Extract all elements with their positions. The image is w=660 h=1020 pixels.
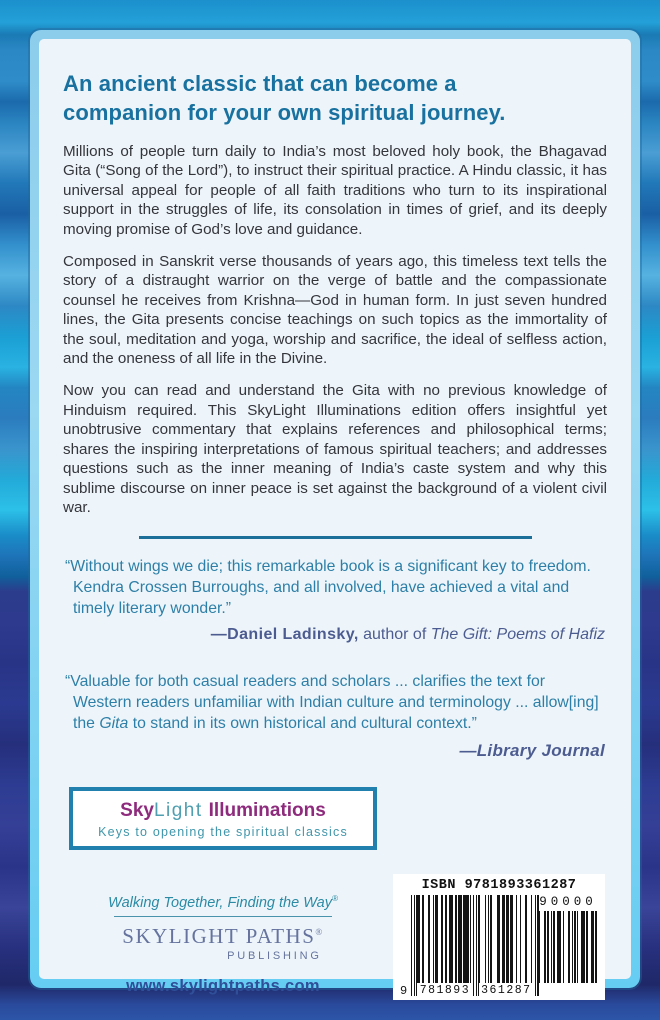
review-quote-1 [63,556,607,644]
publisher-motto-text: Walking Together, Finding the Way [108,895,332,912]
publisher-rule [114,916,332,917]
reviewer-work-title: The Gift: Poems of Hafiz [430,626,605,644]
reviewer-name: —Daniel Ladinsky, [210,626,359,644]
publisher-block [63,894,383,996]
publisher-website: www.skylightpaths.com [126,977,320,996]
ean5-bars [535,911,597,983]
ean13-bars [411,895,539,996]
section-divider [139,536,532,539]
ean13-lead-digit: 9 [400,984,408,999]
review-text-1: “Without wings we die; this remarkable book is a significant key to freedom. Kendra Crossen Burroughs, and all involved, have achieved a vital and timely literary wonder.” [65,558,591,618]
registered-mark-icon: ® [331,894,338,904]
headline-line-1: An ancient classic that can become a [63,71,457,96]
footer-row [63,874,607,1000]
ean5-number: 90000 [539,895,597,910]
reviewer-role: author of [358,626,431,644]
isbn-label: ISBN 9781893361287 [421,878,577,894]
publisher-logo [122,924,323,962]
description-paragraph-1: Millions of people turn daily to India’s most beloved holy book, the Bhagavad Gita (“Song of the Lord”), to instruct their spiritual practice. A Hindu classic, it has universal appeal for people of all faith traditions who turn to its inspirational support in the struggles of life, its consolation in times of grief, and its deeply moving promise of God’s love and guidance. [63,143,607,238]
barcode-bars-area [399,895,599,999]
publisher-motto [63,894,383,911]
review-text-2-lead: “Valuable for both casual readers and scholars ... clarifies the text for Western readers unfamiliar with Indian culture and terminology ... allow[ing] the [65,673,599,733]
review-attribution-1 [63,626,605,644]
review-quote-2 [63,671,607,761]
headline-line-2: companion for your own spiritual journey. [63,100,506,125]
review-text-2-tail: to stand in its own historical and cultural context.” [128,715,477,733]
journal-name: —Library Journal [459,741,605,761]
brand-illuminations: Illuminations [208,800,326,822]
series-brand-name [81,800,365,822]
cover-panel-border [30,30,640,999]
brand-light: Light [153,800,203,822]
book-back-cover [39,39,631,999]
series-tagline: Keys to opening the spiritual classics [98,825,348,840]
description-paragraph-2: Composed in Sanskrit verse thousands of years ago, this timeless text tells the story of a distraught warrior on the verge of battle and the compassionate counsel he receives from Krishna—God in human form. In just seven hundred lines, the Gita presents concise teachings on such topics as the immortality of the soul, meditation and yoga, worship and sacrifice, the ideal of selfless action, and the oneness of all life in the Divine. [63,253,607,368]
description-paragraph-3: Now you can read and understand the Gita with no previous knowledge of Hinduism required. This SkyLight Illuminations edition offers insightful yet unobtrusive commentary that explains references and philosophical terms; shares the inspiring interpretations of famous spiritual teachers; and addresses questions such as the inner meaning of India’s caste system and why this sublime discourse on inner peace is set against the background of a violent civil war. [63,382,607,516]
brand-sky: Sky [120,800,154,822]
publisher-division: PUBLISHING [227,950,322,963]
review-text-2-italic-title: Gita [99,715,129,733]
ean13-digits-group-1: 781893 [417,983,472,998]
ean5-supplement [535,895,597,983]
publisher-name-text: SKYLIGHT PATHS [122,924,316,949]
series-logo-box [69,787,377,850]
registered-mark-icon: ® [315,927,324,938]
barcode [393,874,605,1000]
ean13-digits-group-2: 361287 [479,983,534,998]
ean13-barcode [400,895,539,999]
review-attribution-2 [63,741,605,761]
publisher-name [122,924,323,949]
headline [63,69,607,127]
review-text-2 [63,671,607,734]
